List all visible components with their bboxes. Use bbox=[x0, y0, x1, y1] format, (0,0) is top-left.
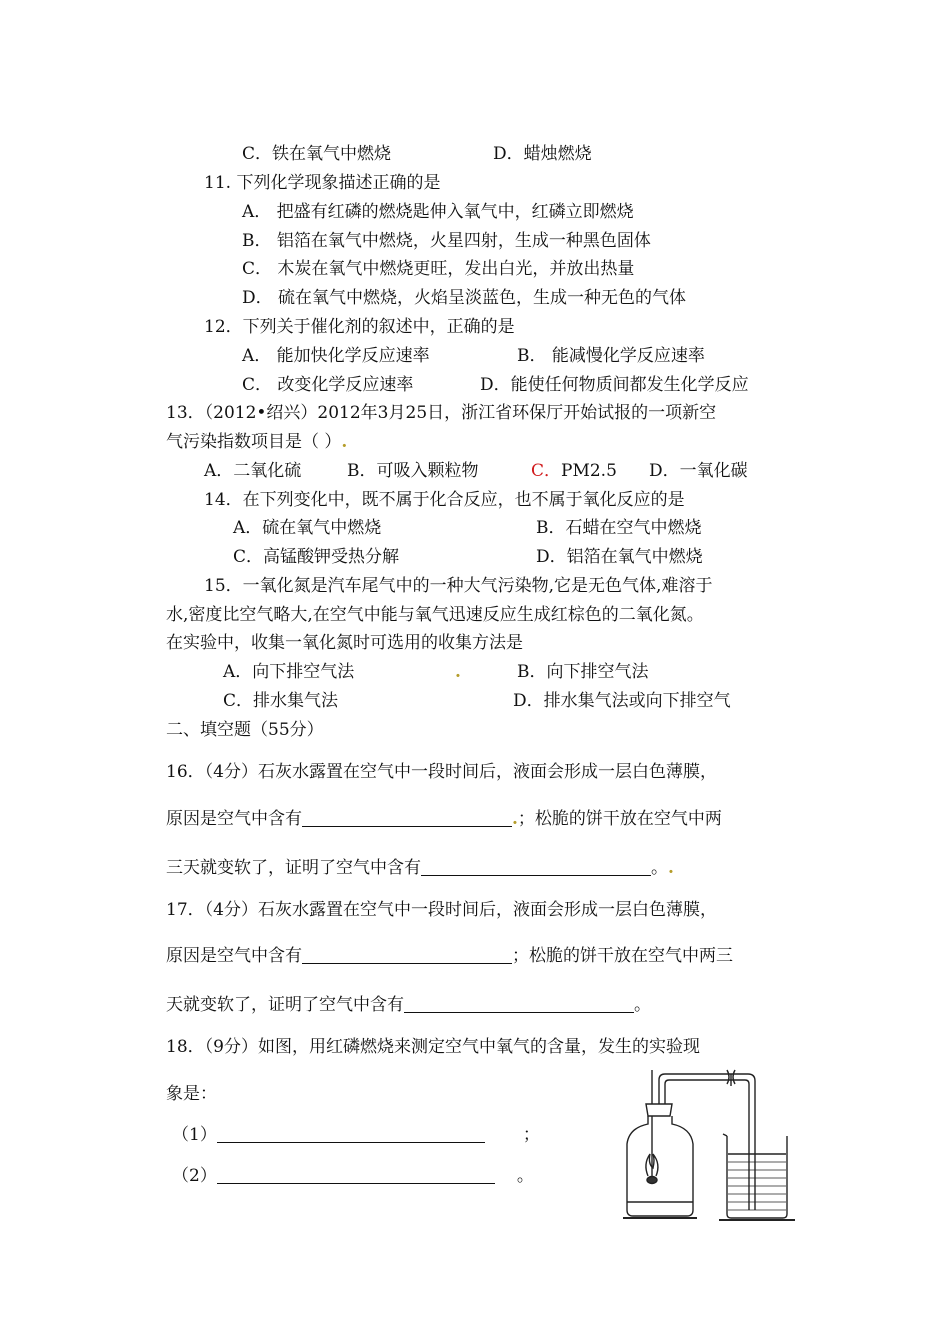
q17-line3 bbox=[166, 994, 651, 1016]
q12-option-b: B． 能减慢化学反应速率 bbox=[517, 346, 705, 366]
q16-line3-start: 三天就变软了，证明了空气中含有 bbox=[166, 858, 421, 878]
q11-stem: 11. 下列化学现象描述正确的是 bbox=[204, 173, 441, 193]
answer-blank[interactable] bbox=[404, 994, 634, 1013]
q17-line2-start: 原因是空气中含有 bbox=[166, 946, 302, 966]
q15-stem-line3: 在实验中，收集一氧化氮时可选用的收集方法是 bbox=[166, 633, 523, 653]
q17-line2-end: ；松脆的饼干放在空气中两三 bbox=[512, 946, 733, 966]
q10-option-c: C．铁在氧气中燃烧 bbox=[242, 144, 392, 164]
q17-line1: 17．（4分）石灰水露置在空气中一段时间后，液面会形成一层白色薄膜， bbox=[166, 900, 717, 920]
q13-stem-line1: 13．（2012•绍兴）2012年3月25日，浙江省环保厅开始试报的一项新空 bbox=[166, 403, 717, 423]
q15-option-d: D．排水集气法或向下排空气 bbox=[513, 691, 731, 711]
q11-option-c: C． 木炭在氧气中燃烧更旺，发出白光，并放出热量 bbox=[242, 259, 635, 279]
q18-item1-end: ； bbox=[522, 1125, 540, 1145]
answer-blank[interactable] bbox=[421, 857, 651, 876]
q18-item2-label: （2） bbox=[172, 1166, 217, 1186]
q13-option-a: A．二氧化硫 bbox=[204, 461, 302, 481]
q18-item1 bbox=[172, 1124, 540, 1146]
q11-option-b: B． 铝箔在氧气中燃烧，火星四射，生成一种黑色固体 bbox=[242, 231, 651, 251]
q16-line3 bbox=[166, 857, 674, 879]
q14-option-d: D．铝箔在氧气中燃烧 bbox=[536, 547, 703, 567]
q13-option-d: D．一氧化碳 bbox=[649, 461, 748, 481]
q13-option-b: B．可吸入颗粒物 bbox=[347, 461, 479, 481]
experiment-apparatus-figure bbox=[615, 1068, 803, 1226]
q14-option-a: A．硫在氧气中燃烧 bbox=[233, 518, 382, 538]
q11-option-d: D． 硫在氧气中燃烧，火焰呈淡蓝色，生成一种无色的气体 bbox=[242, 288, 687, 308]
q14-option-b: B．石蜡在空气中燃烧 bbox=[536, 518, 702, 538]
q14-option-c: C．高锰酸钾受热分解 bbox=[233, 547, 400, 567]
section-title: 二、填空题（55分） bbox=[166, 720, 324, 740]
q13-option-c bbox=[531, 460, 617, 482]
q16-line1: 16．（4分）石灰水露置在空气中一段时间后，液面会形成一层白色薄膜， bbox=[166, 762, 717, 782]
q15-option-b: B．向下排空气法 bbox=[517, 662, 649, 682]
q12-option-d: D．能使任何物质间都发生化学反应 bbox=[480, 375, 749, 395]
q15-stem-line2: 水,密度比空气略大,在空气中能与氧气迅速反应生成红棕色的二氧化氮。 bbox=[166, 605, 704, 625]
q13-option-c-label: C． bbox=[531, 461, 562, 481]
q14-stem: 14．在下列变化中，既不属于化合反应，也不属于氧化反应的是 bbox=[204, 490, 685, 510]
answer-blank[interactable] bbox=[217, 1165, 495, 1184]
q16-line3-end: 。 bbox=[651, 858, 668, 878]
answer-blank[interactable] bbox=[302, 945, 512, 964]
q15-option-a: A．向下排空气法 bbox=[223, 662, 355, 682]
q13-stem-line2 bbox=[166, 431, 347, 453]
dot-mark: . bbox=[341, 432, 348, 452]
q15-stem-line1: 15．一氧化氮是汽车尾气中的一种大气污染物,它是无色气体,难溶于 bbox=[204, 576, 713, 596]
q13-option-c-text: PM2.5 bbox=[561, 461, 617, 481]
q17-line2 bbox=[166, 945, 733, 967]
q18-item2-end: 。 bbox=[516, 1166, 534, 1186]
dot-mark: . bbox=[668, 858, 674, 878]
q18-item1-label: （1） bbox=[172, 1125, 217, 1145]
q17-line3-end: 。 bbox=[634, 995, 651, 1015]
dot-mark: . bbox=[512, 809, 518, 829]
q15-option-c: C．排水集气法 bbox=[223, 691, 339, 711]
q16-line2 bbox=[166, 808, 722, 830]
q16-line2-start: 原因是空气中含有 bbox=[166, 809, 302, 829]
q18-line2: 象是： bbox=[166, 1084, 217, 1104]
answer-blank[interactable] bbox=[217, 1124, 485, 1143]
q18-item2 bbox=[172, 1165, 534, 1187]
dot-mark: . bbox=[455, 662, 461, 682]
q12-option-a: A． 能加快化学反应速率 bbox=[242, 346, 430, 366]
q12-stem: 12．下列关于催化剂的叙述中，正确的是 bbox=[204, 317, 515, 337]
q18-line1: 18．（9分）如图，用红磷燃烧来测定空气中氧气的含量，发生的实验现 bbox=[166, 1037, 700, 1057]
q12-option-c: C． 改变化学反应速率 bbox=[242, 375, 414, 395]
q16-line2-end: ；松脆的饼干放在空气中两 bbox=[517, 809, 722, 829]
q13-stem-text: 气污染指数项目是（ ） bbox=[166, 432, 342, 452]
answer-blank[interactable] bbox=[302, 808, 512, 827]
q10-option-d: D．蜡烛燃烧 bbox=[493, 144, 592, 164]
q11-option-a: A． 把盛有红磷的燃烧匙伸入氧气中，红磷立即燃烧 bbox=[242, 202, 634, 222]
q17-line3-start: 天就变软了，证明了空气中含有 bbox=[166, 995, 404, 1015]
